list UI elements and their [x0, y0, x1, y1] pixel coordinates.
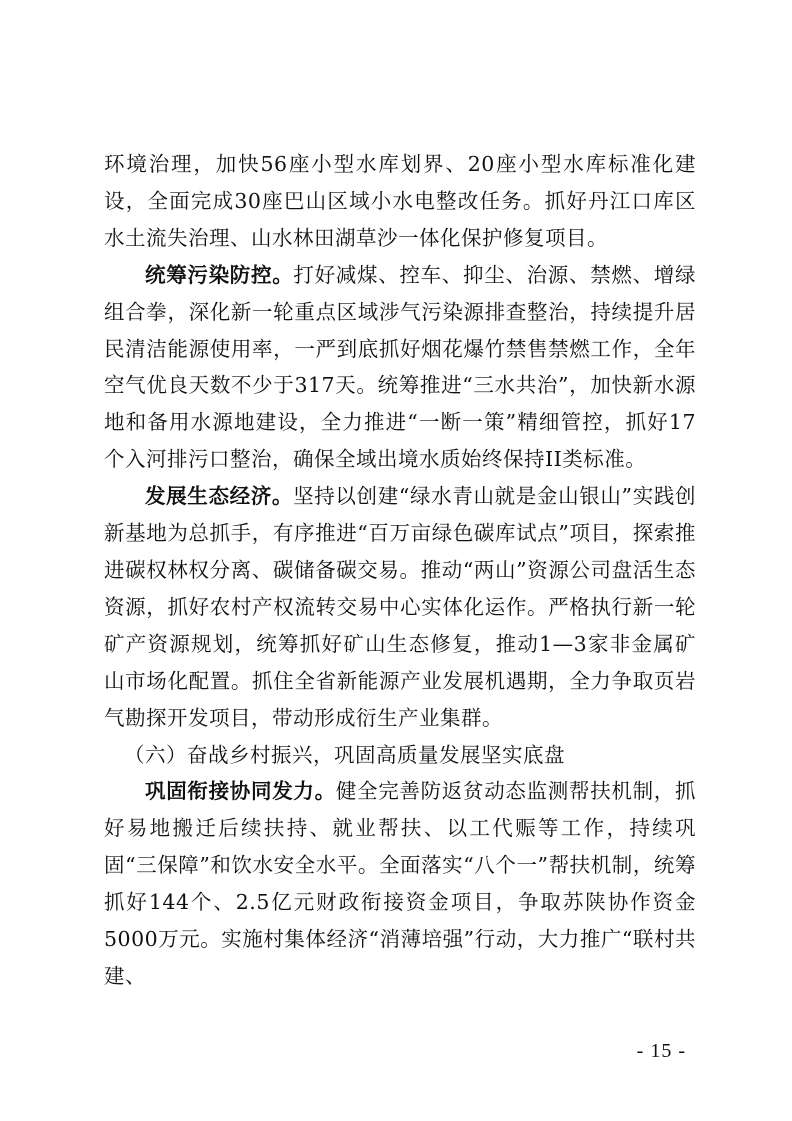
- paragraph-text: 坚持以创建“绿水青山就是金山银山”实践创新基地为总抓手，有序推进“百万亩绿色碳库试点”项目，探索推进碳权林权分离、碳储备碳交易。推动“两山”资源公司盘活生态资源，抓好农村产权流转交易中心实体化运作。严格执行新一轮矿产资源规划，统筹抓好矿山生态修复，推动1—3家非金属矿山市场化配置。抓住全省新能源产业发展机遇期，全力争取页岩气勘探开发项目，带动形成衍生产业集群。: [104, 484, 696, 730]
- paragraph-continued: [104, 146, 696, 257]
- paragraph-consolidation: [104, 773, 696, 994]
- paragraph-text: 健全完善防返贫动态监测帮扶机制，抓好易地搬迁后续扶持、就业帮扶、以工代赈等工作，持续巩固“三保障”和饮水安全水平。全面落实“八个一”帮扶机制，统筹抓好144个、2.5亿元财政衔接资金项目，争取苏陕协作资金5000万元。实施村集体经济“消薄培强”行动，大力推广“联村共建、: [104, 779, 697, 988]
- page-number: - 15 -: [636, 1040, 686, 1062]
- paragraph-ecological-economy: [104, 478, 696, 736]
- paragraph-lead: 统筹污染防控。: [145, 262, 294, 287]
- paragraph-pollution-control: [104, 257, 696, 478]
- paragraph-lead: 巩固衔接协同发力。: [145, 779, 336, 804]
- paragraph-text: 打好减煤、控车、抑尘、治源、禁燃、增绿组合拳，深化新一轮重点区域涉气污染源排查整治，持续提升居民清洁能源使用率，一严到底抓好烟花爆竹禁售禁燃工作，全年空气优良天数不少于317天。统筹推进“三水共治”，加快新水源地和备用水源地建设，全力推进“一断一策”精细管控，抓好17个入河排污口整治，确保全域出境水质始终保持II类标准。: [104, 262, 697, 472]
- section-heading: （六）奋战乡村振兴，巩固高质量发展坚实底盘: [124, 742, 565, 767]
- document-body: [104, 146, 696, 995]
- paragraph-lead: 发展生态经济。: [145, 484, 294, 509]
- paragraph-text: 环境治理，加快56座小型水库划界、20座小型水库标准化建设，全面完成30座巴山区域小水电整改任务。抓好丹江口库区水土流失治理、山水林田湖草沙一体化保护修复项目。: [104, 152, 696, 250]
